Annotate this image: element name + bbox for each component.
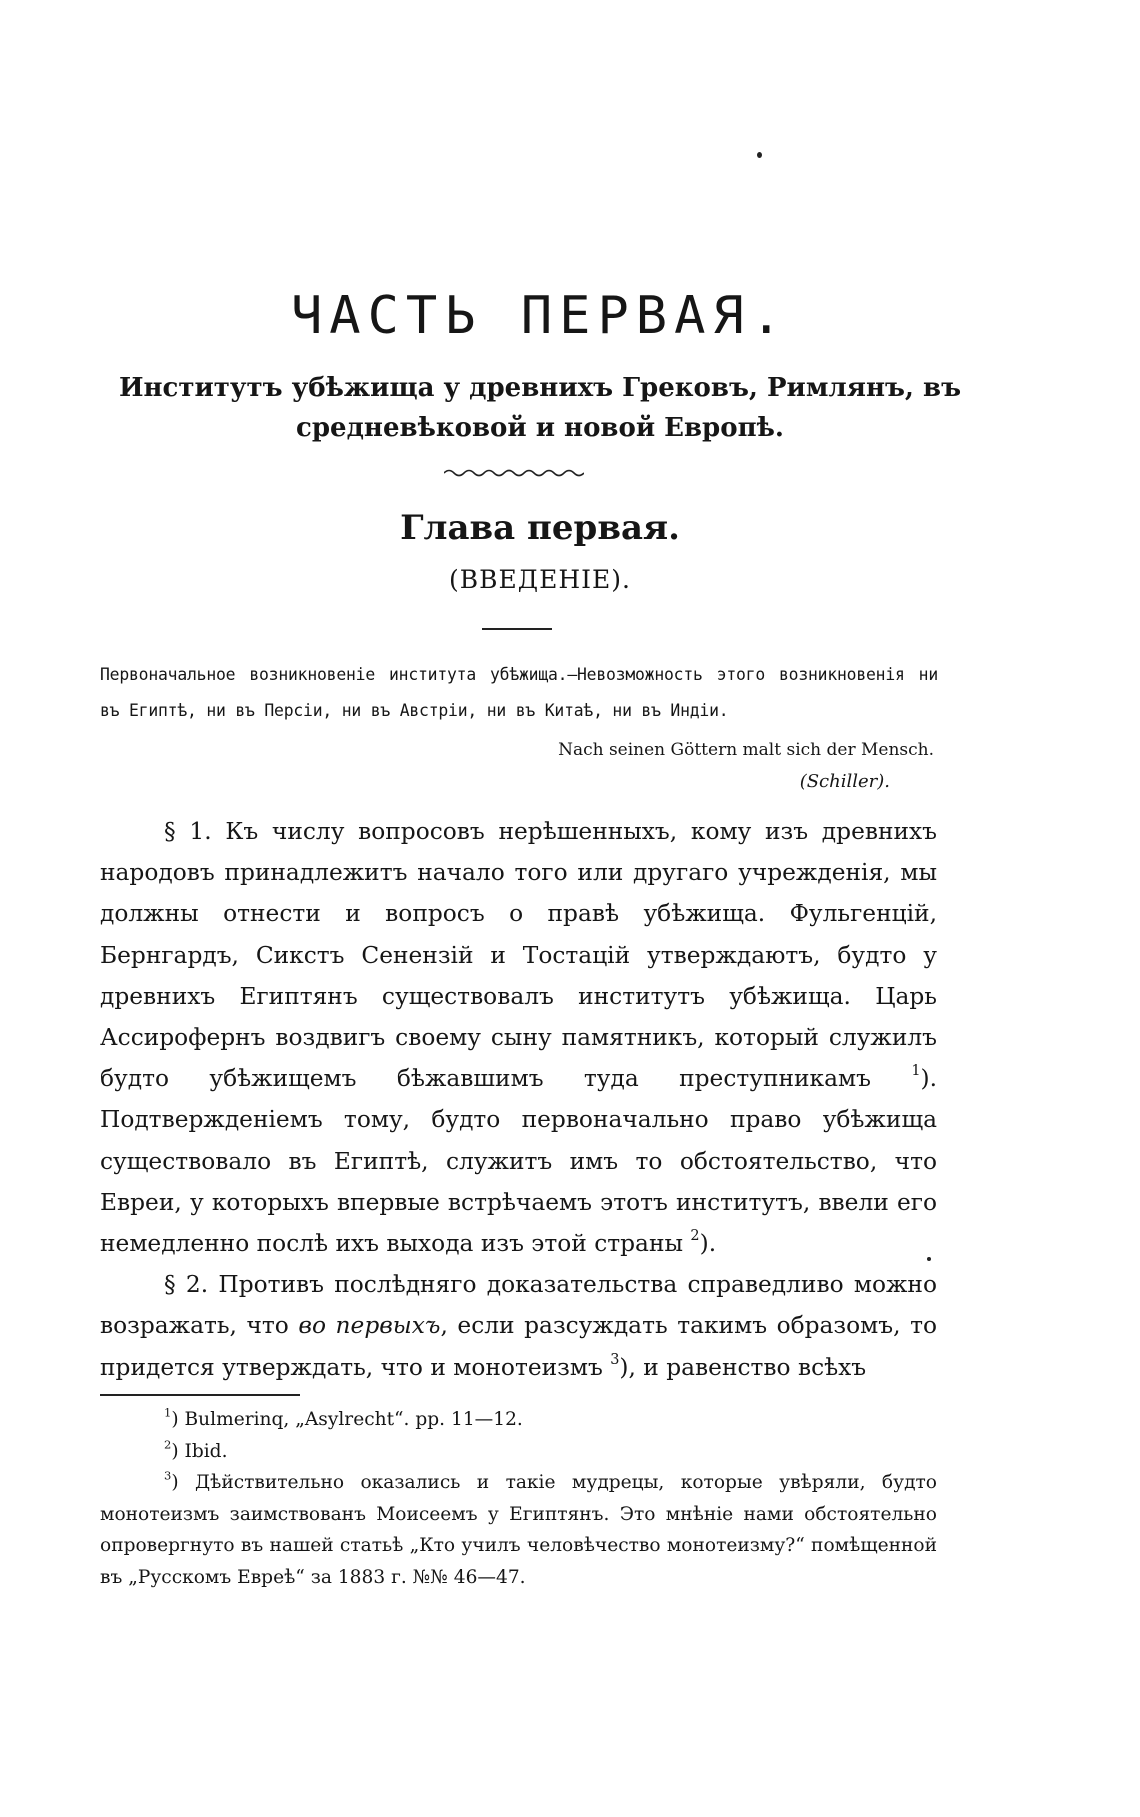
paragraph-1-text: § 1. Къ числу вопросовъ нерѣшенныхъ, кому изъ древнихъ народовъ принадлежитъ начало того или другаго учрежденія, мы должны отнести и вопросъ о правѣ убѣжища. Фульгенцій, Бернгардъ, Сикстъ Сенензій и Тостацій утверждаютъ, будто у древнихъ Египтянъ существовалъ институтъ убѣжища. Царь Ассирофернъ воздвигъ своему сыну памятникъ, который служилъ будто убѣжищемъ бѣжавшимъ туда преступникамъ — [100, 818, 937, 1093]
part-subtitle-line1: Институтъ убѣжища у древнихъ Грековъ, Римлянъ, въ — [118, 373, 962, 403]
body-text — [100, 811, 937, 1388]
footnote-text: ) Bulmerinq, „Asylrecht“. pp. 11—12. — [171, 1409, 523, 1430]
footnotes — [100, 1404, 937, 1593]
footnote-2 — [100, 1436, 937, 1468]
footnote-rule — [100, 1394, 300, 1396]
paragraph-2-text-2: , если разсуждать такимъ образомъ, то придется утверждать, что и монотеизмъ — [100, 1312, 937, 1381]
footnote-1 — [100, 1404, 937, 1436]
epigraph-quote: Nach seinen Göttern malt sich der Mensch. — [558, 740, 934, 760]
footnote-ref-2: 2 — [690, 1228, 700, 1245]
paragraph-1 — [100, 811, 937, 1264]
footnote-3 — [100, 1467, 937, 1593]
footnote-number: 2 — [164, 1436, 172, 1451]
footnote-text: ) Ibid. — [171, 1440, 228, 1462]
paragraph-1-text-2: ). Подтвержденіемъ тому, будто первоначально право убѣжища существовало въ Египтѣ, служитъ имъ то обстоятельство, что Евреи, у которыхъ впервые встрѣчаемъ этотъ институтъ, ввели его немедленно послѣ ихъ выхода изъ этой страны — [100, 1065, 937, 1258]
part-title: ЧАСТЬ ПЕРВАЯ. — [291, 286, 789, 346]
chapter-subtitle: (ВВЕДЕНІЕ). — [449, 565, 631, 594]
epigraph — [558, 734, 934, 798]
paragraph-2-text: § 2. Противъ послѣдняго доказательства справедливо можно возражать, что — [100, 1271, 937, 1340]
epigraph-author: (Schiller). — [799, 771, 890, 792]
part-subtitle — [110, 368, 970, 448]
paragraph-2-text-3: ), и равенство всѣхъ — [619, 1353, 867, 1381]
wavy-divider — [444, 466, 584, 480]
paragraph-1-text-3: ). — [699, 1230, 717, 1258]
chapter-summary: Первоначальное возникновеніе института убѣжища.—Невозможность этого возникновенія ни въ Египтѣ, ни въ Персіи, ни въ Австріи, ни въ Китаѣ, ни въ Индіи. — [100, 665, 938, 720]
print-speck — [757, 152, 762, 158]
footnote-ref-3: 3 — [610, 1351, 620, 1368]
footnote-ref-1: 1 — [911, 1063, 921, 1080]
chapter-rule — [482, 628, 552, 630]
footnote-number: 1 — [164, 1405, 172, 1420]
paragraph-2-emphasis: во первыхъ — [298, 1312, 441, 1340]
footnote-number: 3 — [164, 1468, 172, 1483]
paragraph-2 — [100, 1264, 937, 1388]
part-subtitle-line2: средневѣковой и новой Европѣ. — [296, 413, 784, 443]
footnote-text: ) Дѣйствительно оказались и такіе мудрецы, которые увѣряли, будто монотеизмъ заимствованъ Моисеемъ у Египтянъ. Это мнѣніе нами обстоятельно опровергнуто въ нашей статьѣ „Кто училъ человѣчество монотеизму?“ помѣщенной въ „Русскомъ Евреѣ“ за 1883 г. №№ 46—47. — [100, 1472, 937, 1588]
chapter-title: Глава первая. — [400, 508, 680, 548]
